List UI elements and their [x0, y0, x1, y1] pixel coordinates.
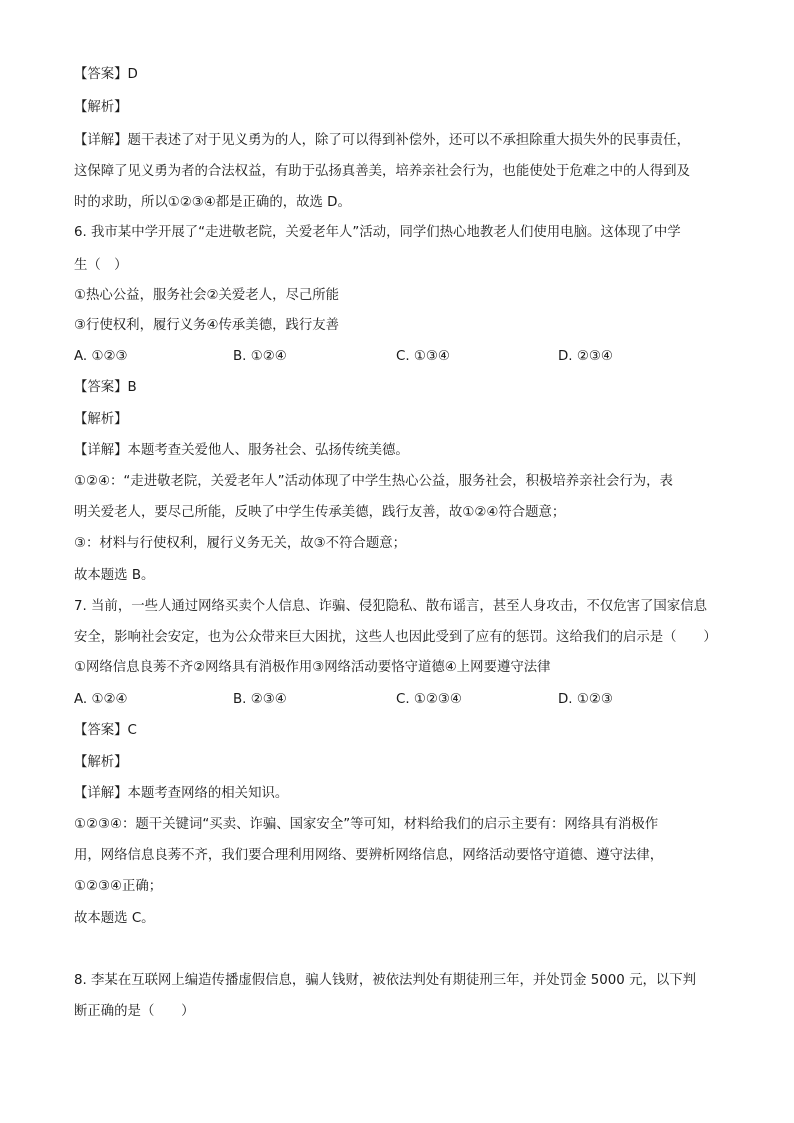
q6-option-d: D. ②③④	[558, 349, 613, 364]
q7-detail-line-3: 用，网络信息良莠不齐，我们要合理利用网络、要辨析网络信息，网络活动要恪守道德、遵守法律，	[74, 848, 664, 863]
q6-stem-line-2: 生（ ）	[74, 258, 128, 273]
q6-detail-line-4: ③：材料与行使权利，履行义务无关，故③不符合题意；	[74, 536, 406, 551]
q7-option-d: D. ①②③	[558, 692, 613, 707]
q7-stem-line-2: 安全，影响社会安定，也为公众带来巨大困扰，这些人也因此受到了应有的惩罚。这给我们的启示是（ ）	[74, 630, 717, 645]
q6-option-c: C. ①③④	[396, 349, 450, 364]
q7-option-b: B. ②③④	[233, 692, 287, 707]
q6-option-b: B. ①②④	[233, 349, 287, 364]
q7-detail-line-2: ①②③④：题干关键词“买卖、诈骗、国家安全”等可知，材料给我们的启示主要有：网络具有消极作	[74, 817, 659, 832]
q7-answer: 【答案】C	[74, 723, 137, 738]
q6-item-line-2: ③行使权利，履行义务④传承美德，践行友善	[74, 318, 340, 333]
q5-answer: 【答案】D	[74, 67, 138, 82]
q5-analysis: 【解析】	[74, 100, 128, 115]
q7-option-c: C. ①②③④	[396, 692, 462, 707]
q5-detail-line-2: 这保障了见义勇为者的合法权益，有助于弘扬真善美，培养亲社会行为，也能使处于危难之中的人得到及	[74, 164, 690, 179]
q5-detail-line-3: 时的求助，所以①②③④都是正确的，故选 D。	[74, 195, 351, 210]
q5-detail-line-1: 【详解】题干表述了对于见义勇为的人，除了可以得到补偿外，还可以不承担除重大损失外的民事责任，	[74, 133, 690, 148]
q7-detail-line-1: 【详解】本题考查网络的相关知识。	[74, 786, 289, 801]
q6-answer: 【答案】B	[74, 380, 137, 395]
q6-option-a: A. ①②③	[74, 349, 128, 364]
q6-detail-line-1: 【详解】本题考查关爱他人、服务社会、弘扬传统美德。	[74, 443, 409, 458]
q6-stem-line-1: 6. 我市某中学开展了“走进敬老院，关爱老年人”活动，同学们热心地教老人们使用电脑。这体现了中学	[74, 225, 681, 240]
q7-analysis: 【解析】	[74, 755, 128, 770]
q6-analysis: 【解析】	[74, 412, 128, 427]
q7-stem-line-1: 7. 当前，一些人通过网络买卖个人信息、诈骗、侵犯隐私、散布谣言，甚至人身攻击，不仅危害了国家信息	[74, 599, 707, 614]
q6-detail-line-5: 故本题选 B。	[74, 568, 155, 583]
q7-detail-line-5: 故本题选 C。	[74, 911, 155, 926]
q8-stem-line-1: 8. 李某在互联网上编造传播虚假信息，骗人钱财，被依法判处有期徒刑三年，并处罚金 5000 元，以下判	[74, 973, 697, 988]
q6-detail-line-2: ①②④：“走进敬老院，关爱老年人”活动体现了中学生热心公益，服务社会，积极培养亲社会行为，表	[74, 474, 673, 489]
q8-stem-line-2: 断正确的是（ ）	[74, 1004, 195, 1019]
q7-detail-line-4: ①②③④正确；	[74, 879, 163, 894]
q7-option-a: A. ①②④	[74, 692, 128, 707]
q6-detail-line-3: 明关爱老人，要尽己所能，反映了中学生传承美德，践行友善，故①②④符合题意；	[74, 505, 566, 520]
q6-item-line-1: ①热心公益，服务社会②关爱老人，尽己所能	[74, 288, 340, 303]
q7-items: ①网络信息良莠不齐②网络具有消极作用③网络活动要恪守道德④上网要遵守法律	[74, 660, 551, 675]
